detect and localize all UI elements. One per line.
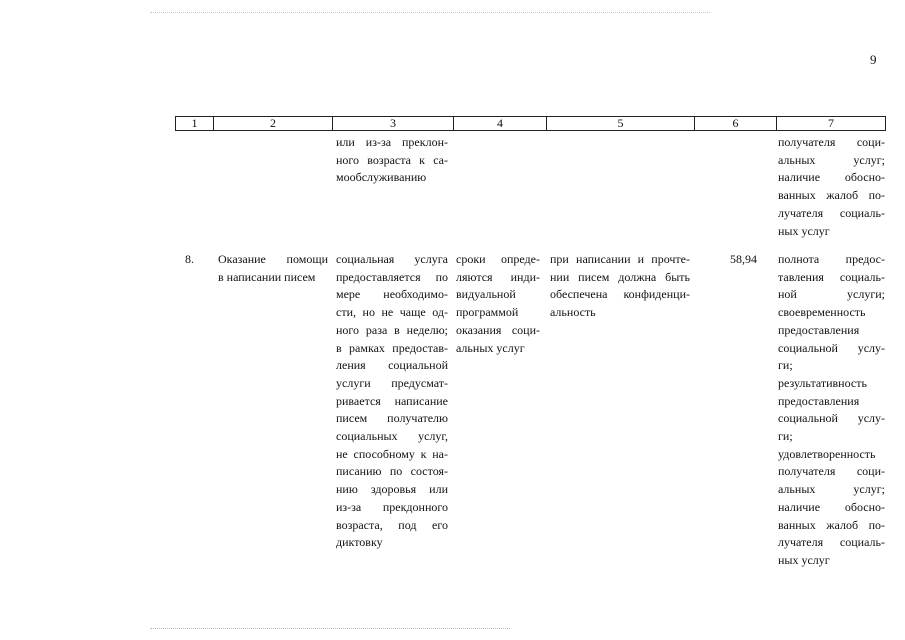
text-line: социальная услуга [336, 252, 448, 266]
service-conditions-cell [550, 251, 690, 322]
text-line: получателя соци- [778, 135, 885, 149]
text-line: ного возраста к са- [336, 152, 448, 167]
text-line: ляются инди- [456, 269, 540, 284]
text-line: удовлетворенность [778, 446, 876, 461]
text-line: мообслуживанию [336, 170, 427, 185]
text-line: полнота предос- [778, 252, 885, 266]
continued-quality-cell [778, 134, 885, 240]
service-description-cell [336, 251, 448, 552]
text-line: предоставления [778, 393, 860, 408]
text-line: нии писем должна быть [550, 269, 690, 284]
column-header-5: 5 [547, 117, 695, 130]
text-line: ги; [778, 429, 793, 444]
text-line: услуги предусмат- [336, 375, 448, 390]
text-line: ги; [778, 358, 793, 373]
text-line: предоставляется по [336, 269, 448, 284]
text-line: получателя соци- [778, 464, 885, 479]
text-line: наличие обосно- [778, 170, 885, 185]
text-line: лучателя социаль- [778, 205, 885, 220]
text-line: нию здоровья или [336, 482, 448, 497]
service-terms-cell [456, 251, 540, 357]
text-line: альных услуг; [778, 482, 885, 497]
column-header-3: 3 [333, 117, 454, 130]
text-line: результативность [778, 375, 867, 390]
text-line: обеспечена конфиденци- [550, 287, 690, 302]
text-line: при написании и прочте- [550, 252, 690, 266]
text-line: предоставления [778, 322, 860, 337]
column-header-7: 7 [828, 116, 834, 130]
text-line: возраста, под его [336, 517, 448, 532]
text-line: ления социальной [336, 358, 448, 373]
column-header-2: 2 [214, 117, 333, 130]
text-line: ривается написание [336, 393, 448, 408]
text-line: из-за прекдонного [336, 499, 448, 514]
text-line: диктовку [336, 535, 383, 550]
text-line: не способному к на- [336, 446, 448, 461]
text-line: программой [456, 305, 519, 320]
text-line: ного раза в неделю; [336, 322, 448, 337]
text-line: лучателя социаль- [778, 535, 885, 550]
text-line: Оказание помощи [218, 252, 328, 266]
text-line: оказания соци- [456, 322, 540, 337]
text-line: мере необходимо- [336, 287, 448, 302]
text-line: в рамках предостав- [336, 340, 448, 355]
text-line: сти, но не чаще од- [336, 305, 448, 320]
text-line: писем получателю [336, 411, 448, 426]
page-number: 9 [870, 52, 877, 67]
text-line: альных услуг [456, 340, 525, 355]
column-number-header [175, 116, 886, 131]
quality-indicators-cell [778, 251, 885, 570]
text-line: писанию по состоя- [336, 464, 448, 479]
tariff-cell: 58,94 [730, 252, 757, 266]
text-line: социальной услу- [778, 411, 885, 426]
column-header-6: 6 [695, 117, 777, 130]
text-line: в написании писем [218, 269, 316, 284]
text-line: социальных услуг, [336, 429, 448, 444]
text-line: ванных жалоб по- [778, 188, 885, 203]
text-line: или из-за преклон- [336, 135, 448, 149]
text-line: альность [550, 305, 596, 320]
text-line: видуальной [456, 287, 516, 302]
column-header-4: 4 [454, 117, 547, 130]
text-line: ных услуг [778, 552, 830, 567]
text-line: ных услуг [778, 223, 830, 238]
service-name-cell [218, 251, 328, 286]
text-line: социальной услу- [778, 340, 885, 355]
text-line: сроки опреде- [456, 252, 540, 266]
scan-artifact-top [150, 12, 710, 14]
text-line: наличие обосно- [778, 499, 885, 514]
text-line: тавления социаль- [778, 269, 885, 284]
column-header-1: 1 [176, 117, 214, 130]
text-line: ванных жалоб по- [778, 517, 885, 532]
text-line: своевременность [778, 305, 866, 320]
continued-description-cell [336, 134, 448, 187]
text-line: ной услуги; [778, 287, 885, 302]
row-number: 8. [185, 252, 194, 266]
text-line: альных услуг; [778, 152, 885, 167]
scan-artifact-bottom [150, 628, 510, 630]
